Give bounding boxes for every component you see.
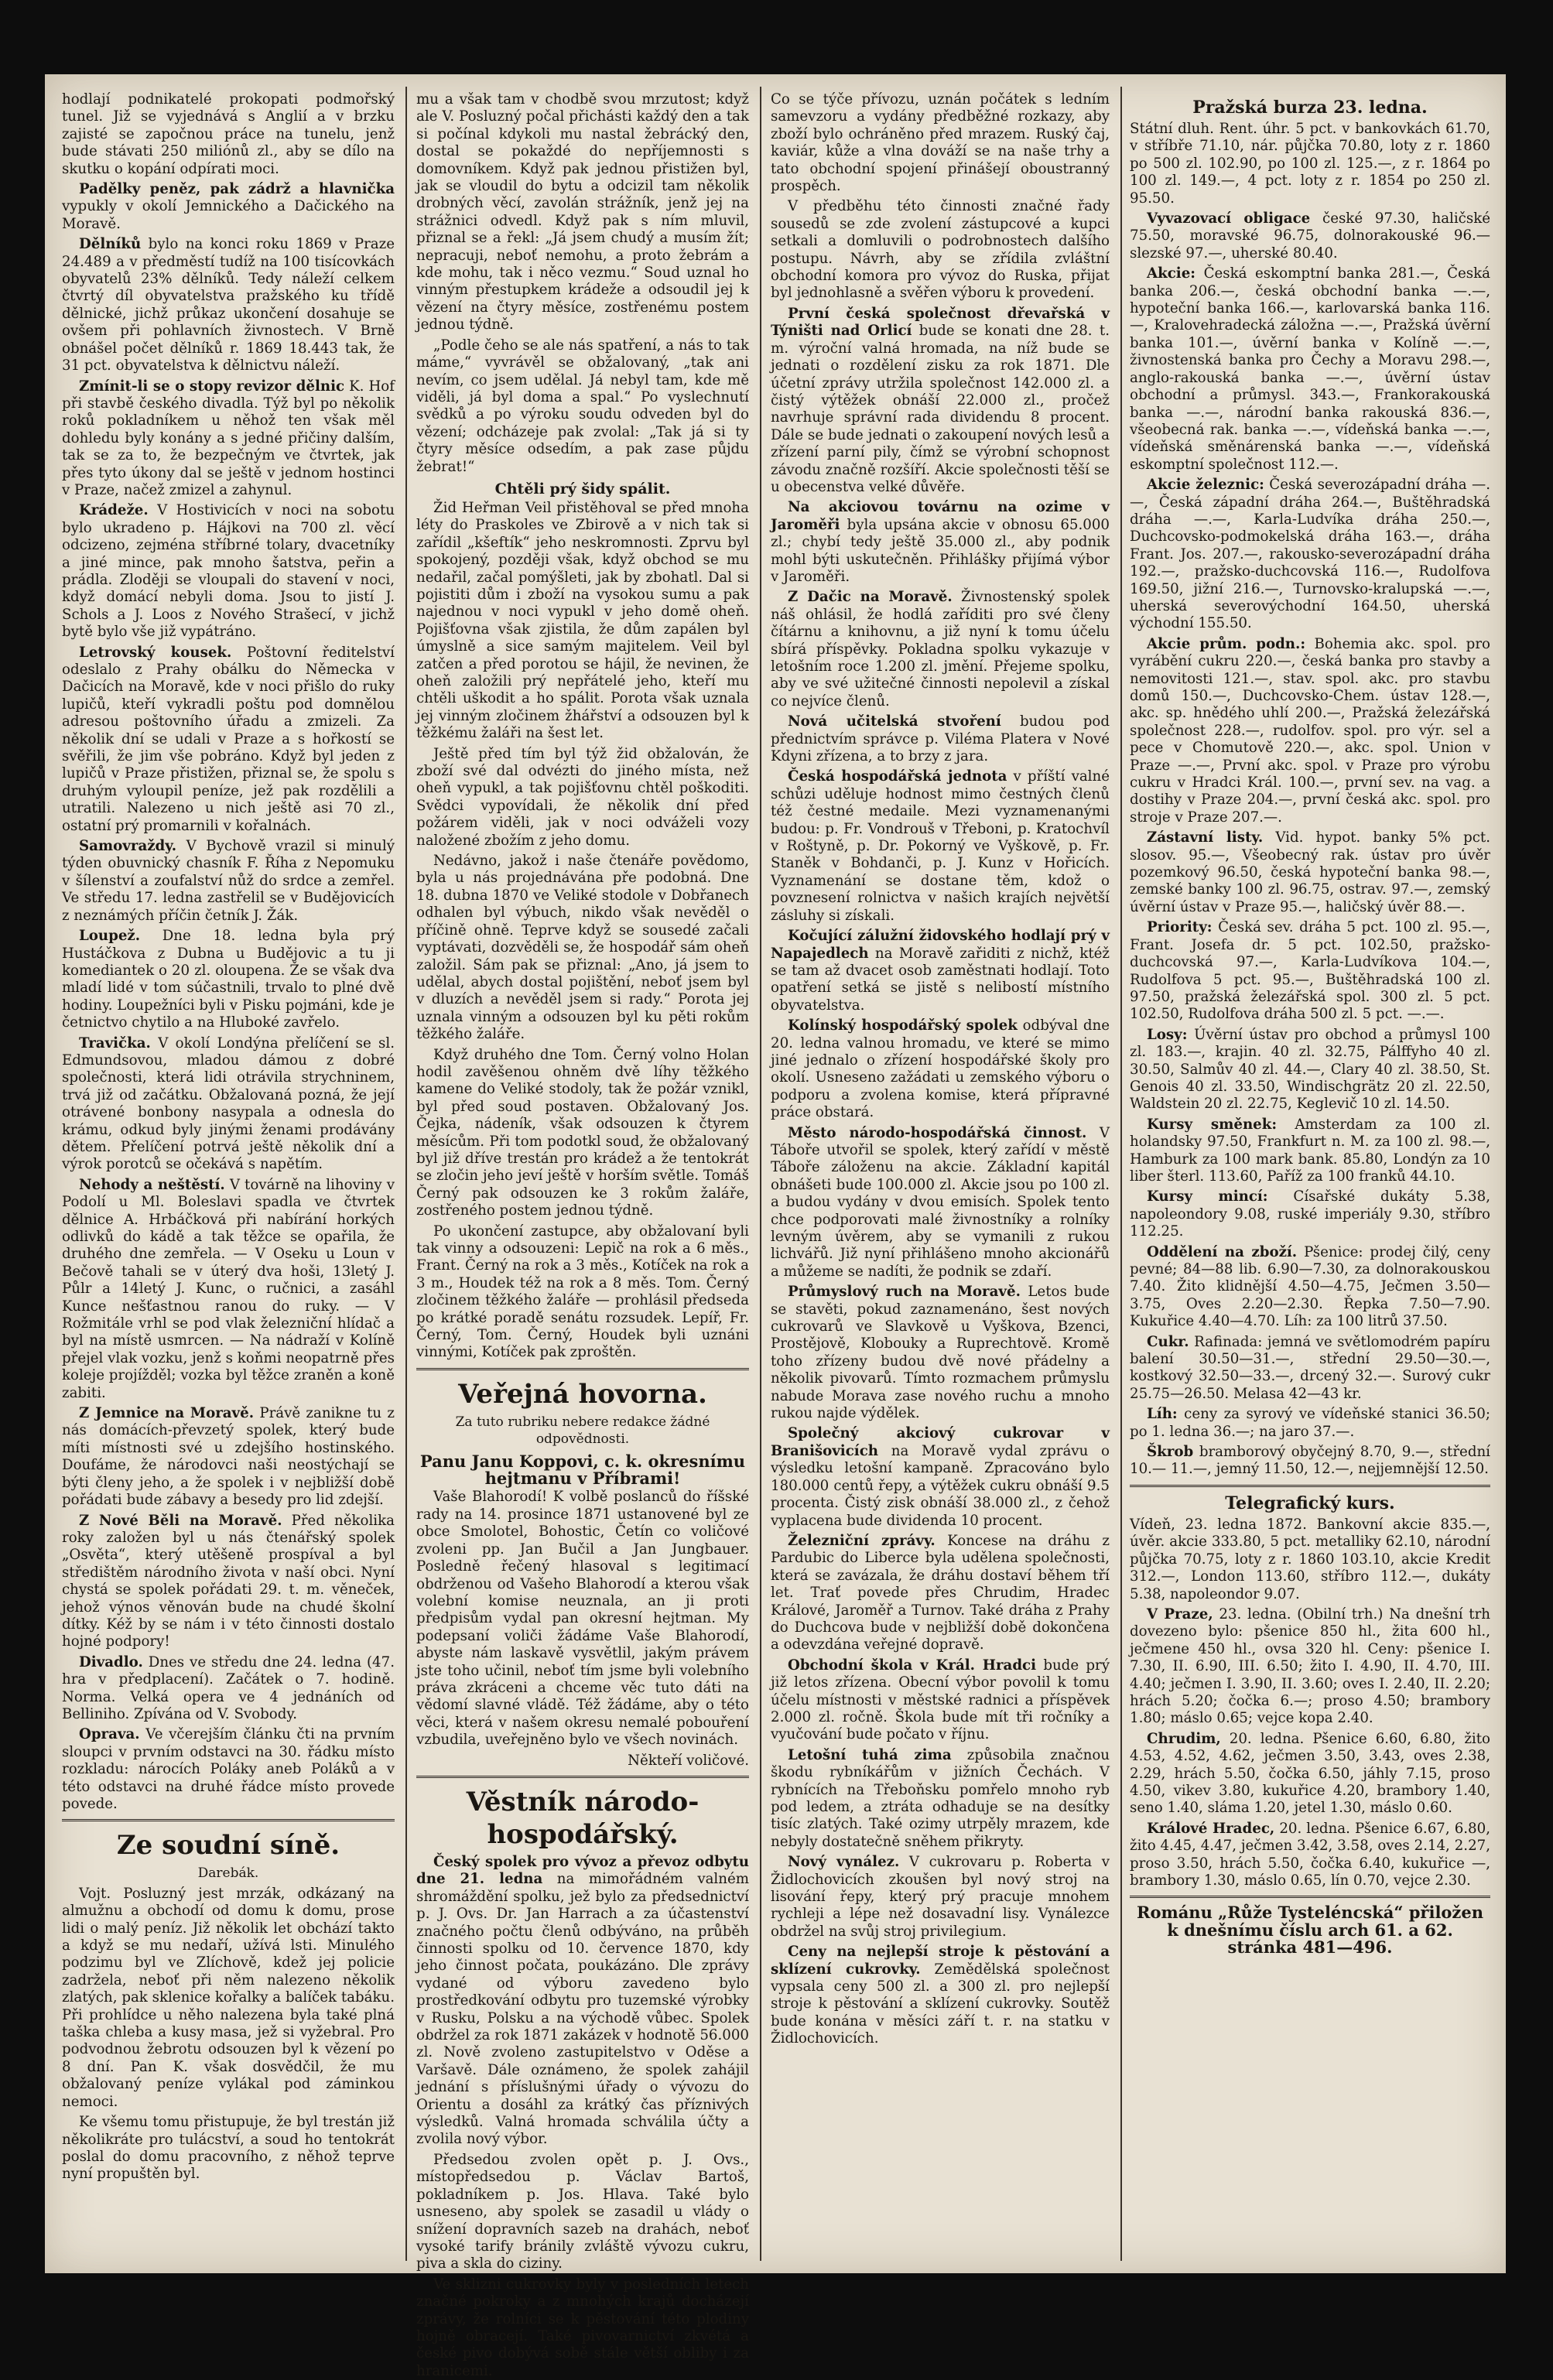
article-text: Co se týče přívozu, uznán počátek s ledním samevzoru a vydány předběžné rozkazy, aby zboží bylo ochráněno před mrazem. Ruský čaj, kaviár, kůže a vlna dováží se na naše trhy a tato obchodní spojení přinášejí oboustranný prospěch. <box>771 91 1110 195</box>
news-item: Kolínský hospodářský spolek odbýval dne 20. ledna valnou hromadu, ve které se mimo jiné jednalo o zřízení hospodářské školy pro okolí. Usneseno zažádati u zemského výboru o podporu a zvolena komise, která přípravné práce obstará. <box>771 1017 1110 1121</box>
market-item: Zástavní listy. Vid. hypot. banky 5% pct. slosov. 95.—, Všeobecný rak. ústav pro úvěr pozemkový 96.50, česká hypoteční banka 98.—, zemské banky 100 zl. 96.75, ostrav. 97.—, zemský úvěrní ústav v Praze 95.—, haličský úvěr 88.—. <box>1130 829 1490 915</box>
market-item: Kursy mincí: Císařské dukáty 5.38, napoleondory 9.08, ruské imperiály 9.30, stříbro 112.25. <box>1130 1188 1490 1240</box>
column-rule <box>1120 87 1122 2261</box>
news-item: Město národo-hospodářská činnost. V Táboře utvořil se spolek, který zařídí v městě Táboře záloženu na akcie. Základní kapitál obnášeti bude 100.000 zl. Akcie jsou po 100 zl. a budou vydány v dvou emisích. Spolek tento chce podporovati malé živnostníky a rolníky levným úvěrem, aby se vymanili z rukou lichvářů. Již nyní přihlášeno mnoho akcionářů a můžeme se nadíti, že podnik se zdaří. <box>771 1124 1110 1280</box>
article-text: Po ukončení zastupce, aby obžalovaní byli tak vinny a odsouzeni: Lepič na rok a 6 měs., Frant. Černý na rok a 3 měs., Kotíček na rok a 3 m., Houdek též na rok a 8 měs. Tom. Černý zločinem těžkého žaláře — prohlásil předseda po krátké poradě senátu rozsudek. Lepíř, Fr. Černý, Tom. Černý, Houdek byli uznáni vinnými, Kotíček pak zproštěn. <box>416 1222 749 1361</box>
news-item: Letrovský kousek. Poštovní ředitelství odeslalo z Prahy obálku do Německa v Dačicích na Moravě, kde v noci přišlo do ruky lupičů, kteří vykradli poštu pod domnělou adresou poštovního úřadu a zmizeli. Za několik dní se udali v Praze a s hořkostí se svěřili, že jim vše pobráno. Když byl jeden z lupičů v Praze přistižen, přiznal se, že spolu s druhým vyloupil peníze, jež pak rozdělili a utratili. Nalezeno u nich ještě asi 70 zl., ostatní prý promarnili v kořalnách. <box>62 644 395 834</box>
news-item: Z Nové Běli na Moravě. Před několika roky založen byl u nás čtenářský spolek „Osvěta“, který utěšeně prospíval a byl středištěm národního života v naší obci. Nyní chystá se spolek pořádati 29. t. m. věneček, jehož výnos věnován bude na chudé školní dítky. Kéž by se nám i v této činnosti dostalo hojné podpory! <box>62 1512 395 1650</box>
section-title: Veřejná hovorna. <box>458 1378 707 1410</box>
news-item: Nový vynález. V cukrovaru p. Roberta v Židlochovicích zkoušen byl nový stroj na lisování řepy, který prý pracuje mnohem rychleji a lépe než dosavadní lisy. Vynálezce obdržel na svůj stroj privilegium. <box>771 1854 1110 1940</box>
market-text: Vídeň, 23. ledna 1872. Bankovní akcie 835.—, úvěr. akcie 333.80, 5 pct. metalliky 62.10, národní půjčka 70.75, loty z r. 1860 103.10, akcie Kredit 312.—, London 113.60, stříbro 112.—, dukáty 5.38, napoleondor 9.07. <box>1130 1516 1490 1602</box>
article-text: Žid Heřman Veil přistěhoval se před mnoha léty do Praskoles ve Zbirově a v nich tak si zařídil „kšeftík“ jeho neskromnosti. Zprvu byl spokojený, později však, když obchod se mu nedařil, začal pomýšleti, jak by zbohatl. Dal si pojistiti dům i zboží na vysokou sumu a pak najednou v noci vypukl v jeho domě oheň. Pojišťovna však zjistila, že dům zapálen byl úmyslně a sice samým majitelem. Veil byl zatčen a před porotou se hájil, že nevinen, že oheň založili prý nepřátelé jeho, kteří mu chtěli uškodit a ho spálit. Porota však uznala jej vinným zločinem žhářství a odsouzen byl k těžkému žaláři na šest let. <box>416 499 749 742</box>
column-rule <box>405 87 407 2261</box>
article-text: Vaše Blahorodí! K volbě poslanců do říšské rady na 14. prosince 1871 ustanovené byl ze obce Smolotel, Bohostic, Četín co voličové zvoleni pp. Jan Bučil a Jan Jungbauer. Posledně řečený hlasoval s legitimací obdrženou od Vašeho Blahorodí a kterou však volební komise neuznala, an ji proti předpisům vydal pan okresní hejtman. My podepsaní voliči žádáme Vaše Blahorodí, abyste nám laskavě vysvětlil, jakým právem jste toho učinil, neboť tím jsme byli volebního práva zkráceni a chceme věc tuto dáti na vědomí slavné vládě. Též žádáme, aby o této věci, která v našem okresu nemalé pobouření vzbudila, uveřejněno bylo ve všech novinách. <box>416 1489 749 1749</box>
article-text: Ve sklizni cukrovky byly v posledních letech značné pokroky a z mnohých krajů docházejí zprávy, že rolníci se k pěstování této plodiny hojně obracejí. Také pivovarnictví zkvétá a české pivo dobývá sobě stále větší obliby i za hranicemi. <box>416 2276 749 2379</box>
article-text: V předběhu této činnosti značné řady sousedů se zde zvolení zástupcové a kupci setkali a domluvili o podrobnostech dalšího postupu. Návrh, aby se zřídila zvláštní obchodní komora pro vývoz do Ruska, přijat byl jednohlasně a svěřen výboru k provedení. <box>771 198 1110 302</box>
market-item: V Praze, 23. ledna. (Obilní trh.) Na dnešní trh dovezeno bylo: pšenice 850 hl., žita 600 hl., ječmene 450 hl., ovsa 320 hl. Ceny: pšenice I. 7.30, II. 6.90, III. 6.50; žito I. 4.90, II. 4.70, III. 4.40; ječmen I. 3.90, II. 3.60; oves I. 2.40, II. 2.20; hrách 5.20; čočka 6.—; proso 4.50; brambory 1.80; máslo 0.65; vejce kopa 2.40. <box>1130 1605 1490 1727</box>
section-divider <box>62 1819 395 1821</box>
article-text: mu a však tam v chodbě svou mrzutost; když ale V. Posluzný počal přichásti každý den a tak si počínal kdykoli mu nastal žebrácký den, dostal se pokaždé do nepříjemnosti s domovníkem. Když pak jednou přistižen byl, jak se vloudil do bytu a odcizil tam několik drobných věcí, zavolán strážník, jenž jej na strážnici odvedl. Když pak s ním mluvil, přiznal se a řekl: „Já jsem chudý a musím žít; nepracuji, neboť nemohu, a proto žebrám a kde mohu, tak i něco vezmu.“ Soud uznal ho vinným přestupkem krádeže a odsoudil jej k vězení na čtyry měsíce, zostřenému postem jednou týdně. <box>416 91 749 333</box>
section-title: Telegrafický kurs. <box>1225 1493 1395 1513</box>
market-item: Akcie prům. podn.: Bohemia akc. spol. pro vyrábění cukru 220.—, česká banka pro stavby a nemovitosti 121.—, stav. spol. akc. pro stavbu domů 150.—, Duchcovsko-Chem. ústav 128.—, akc. sp. hnědého uhlí 200.—, Pražská železářská společnost 228.—, rudolfov. spol. pro výr. sel a pece v Chomutově 220.—, akc. spol. Union v Praze —.—, První akc. spol. v Praze pro výrobu cukru v Hradci Král. 100.—, první sev. na vag. a dostihy v Praze 204.—, první česká akc. spol. pro stroje v Praze 207.—. <box>1130 635 1490 826</box>
market-text: Státní dluh. Rent. úhr. 5 pct. v bankovkách 61.70, v stříbře 71.10, nár. půjčka 70.80, loty z r. 1860 po 500 zl. 102.90, po 100 zl. 125.—, z r. 1864 po 100 zl. 149.—, 4 pct. loty z r. 1854 po 250 zl. 95.50. <box>1130 121 1490 207</box>
article-text: Ještě před tím byl týž žid obžalován, že zboží své dal odvézti do jiného místa, než oheň vypukl, a tak pojišťovnu chtěl poškoditi. Svědci vypovídali, že několik dní před požárem viděli, jak v noci odváželi vozy naložené zbožím z jeho domu. <box>416 745 749 849</box>
column-2 <box>416 91 749 2379</box>
news-item: Samovraždy. V Bychově vrazil si minulý týden obuvnický chasník F. Říha z Nepomuku v šílenství a zoufalství nůž do srdce a zemřel. Ve středu 17. ledna zastřelil se v Budějovicích z neznámých příčin četník J. Žák. <box>62 838 395 924</box>
news-item: Dělníků bylo na konci roku 1869 v Praze 24.489 a v předměstí tudíž na 100 tisícovkách obyvatelů 23% dělníků. Tedy náleží celkem čtvrtý díl obyvatelstva pražského ku třídě dělnické, jichž průkaz ukončení dosahuje se ovšem při pohlavních živnostech. V Brně obnášel počet dělníků r. 1869 18.443 tak, že 31 pct. obyvatelstva k dělnictvu náleží. <box>62 236 395 374</box>
column-rule <box>760 87 761 2261</box>
market-item: Cukr. Rafinada: jemná ve světlomodrém papíru balení 30.50—31.—, střední 29.50—30.—, kostkový 32.50—33.—, drcený 32.—. Surový cukr 25.75—26.50. Melasa 42—43 kr. <box>1130 1333 1490 1402</box>
news-item: Loupež. Dne 18. ledna byla prý Hustáčkova z Dubna u Budějovic a tu ji komediantek o 20 zl. oloupena. Že se však dva mladí lidé v tom súčastnili, trvalo to plné dvě hodiny. Loupežníci byli v Pisku pojmáni, kde je četnictvo chytilo a na Hluboké zavřelo. <box>62 928 395 1031</box>
market-item: Losy: Úvěrní ústav pro obchod a průmysl 100 zl. 183.—, krajin. 40 zl. 32.75, Pálffyho 40 zl. 30.50, Salmův 40 zl. 44.—, Clary 40 zl. 38.50, St. Genois 40 zl. 33.50, Windischgrätz 20 zl. 22.50, Waldstein 20 zl. 22.75, Keglevič 10 zl. 14.50. <box>1130 1026 1490 1113</box>
section-title: Ze soudní síně. <box>116 1830 340 1862</box>
section-title: Věstník národo-hospodářský. <box>466 1786 700 1850</box>
article-text: hodlají podnikatelé prokopati podmořský tunel. Již se vyjednává s Anglií a v brzku zajisté se započnou práce na tunelu, jenž bude stávati 250 miliónů zl., aby se dílo na skutku o kopání odpírati moci. <box>62 91 395 177</box>
section-divider <box>1130 1896 1490 1898</box>
news-item: Obchodní škola v Král. Hradci bude prý již letos zřízena. Obecní výbor povolil k tomu účelu místnosti v městské radnici a příspěvek 2.000 zl. ročně. Škola bude mít tři ročníky a vyučování bude počato v říjnu. <box>771 1657 1110 1743</box>
news-item: Kočující zálužní židovského hodlají prý v Napajedlech na Moravě zařiditi z nichž, ktéž se tam až dvacet osob zaměstnati hodlají. Toto opatření setká se jistě s nelibostí místního obyvatelstva. <box>771 928 1110 1014</box>
letter-heading: Panu Janu Koppovi, c. k. okresnímu hejtmanu v Příbrami! <box>419 1451 746 1489</box>
newspaper-page <box>45 74 1506 2379</box>
article-text: Ke všemu tomu přistupuje, že byl trestán již několikráte pro tulácství, a soud ho tentokrát poslal do domu pracovního, z něhož teprve nyní propuštěn byl. <box>62 2114 395 2183</box>
section-divider <box>416 1368 749 1370</box>
news-item: Divadlo. Dnes ve středu dne 24. ledna (47. hra v předplacení). Začátek o 7. hodině. Norma. Velká opera ve 4 jednáních od Belliniho. Zpívána od V. Svobody. <box>62 1653 395 1722</box>
news-item: Krádeže. V Hostivicích v noci na sobotu bylo ukradeno p. Hájkovi na 700 zl. věcí odcizeno, zejména stříbrné tolary, dvacetníky a jiné mince, pak mnoho šatstva, peřin a prádla. Zloději se vloupali do stavení v noci, když domácí nebyli doma. Jsou to jistí J. Schols a J. Loos z Nového Strašecí, v jichž bytě bylo vše již vypátráno. <box>62 502 395 641</box>
section-subtitle: Darebák. <box>197 1865 259 1882</box>
market-item: Líh: ceny za syrový ve vídeňské stanici 36.50; po 1. ledna 36.—; na jaro 37.—. <box>1130 1406 1490 1440</box>
news-item: První česká společnost dřevařská v Týništi nad Orlicí bude se konati dne 28. t. m. výroční valná hromada, na níž bude se jednati o rozdělení zisku za rok 1871. Dle účetní zprávy utržila společnost 142.000 zl. a čistý výtěžek obnáší 22.000 zl., pročež navrhuje správní rada dividendu 8 procent. Dále se bude jednati o zakoupení nových lesů a zřízení parní pily, čímž se výrobní schopnost závodu značně rozšíří. Akcie společnosti těší se u obecenstva velké důvěře. <box>771 305 1110 495</box>
news-item: Z Jemnice na Moravě. Právě zanikne tu z nás domácích-převzetý spolek, který bude míti místnosti své u zdejšího hostinského. Doufáme, že národovci naši neostýchají se býti členy jeho, a že spolek i v nejbližší době pořádati bude zábavy a besedy pro lid zdejší. <box>62 1405 395 1509</box>
news-item: Společný akciový cukrovar v Branišovicích na Moravě vydal zprávu o výsledku letošní kampaně. Zpracováno bylo 180.000 centů řepy, a výtěžek cukru obnáší 9.5 procenta. Čistý zisk obnáší 38.000 zl., z čehož vyplacena bude dividenda 10 procent. <box>771 1425 1110 1529</box>
section-divider <box>416 1776 749 1778</box>
news-item: Česká hospodářská jednota v příští valné schůzi uděluje hodnost mimo čestných členů též čestné medaile. Mezi vyznamenanými budou: p. Fr. Vondrouš v Třeboni, p. Kratochvíl v Roštyně, p. Dr. Pokorný ve Vyškově, p. Fr. Staněk v Bohdanči, p. J. Kunz v Hořicích. Vyznamenání se dostane těm, kdož o povznesení rolnictva v našich krajích největší zásluhy si získali. <box>771 768 1110 924</box>
news-item: Na akciovou továrnu na ozime v Jaroměři byla upsána akcie v obnosu 65.000 zl.; chybí tedy ještě 35.000 zl., aby podnik mohl býti uskutečněn. Přihlášky přijímá výbor v Jaroměři. <box>771 499 1110 585</box>
market-item: Škrob bramborový obyčejný 8.70, 9.—, střední 10.— 11.—, jemný 11.50, 12.—, nejjemnější 12.50. <box>1130 1444 1490 1478</box>
news-item: Padělky peněz, pak zádrž a hlavnička vypukly v okolí Jemnického a Dačického na Moravě. <box>62 181 395 232</box>
news-item: Travička. V okolí Londýna přelíčení se sl. Edmundsovou, mladou dámou z dobré společnosti, která lidi otrávila strychninem, trvá již od začátku. Obžalovaná pozná, že její otrávené bonbony nasypala a odnesla do krámu, odkud byly jinými ženami prodávány dětem. Přelíčení potrvá ještě několik dní a výrok porotců se očekává s napětím. <box>62 1034 395 1173</box>
section-subtitle: Za tuto rubriku nebere redakce žádné odpovědnosti. <box>455 1414 710 1448</box>
column-4 <box>1130 91 1490 2258</box>
market-item: Priority: Česká sev. dráha 5 pct. 100 zl. 95.—, Frant. Josefa dr. 5 pct. 102.50, pražsko-duchcovská 97.—, Karla-Ludvíkova 104.—, Rudolfova 5 pct. 95.—, Buštěhradská 100 zl. 97.50, pražská železářská spol. 300 zl. 5 pct. 102.50, Rudolfova dráha 500 zl. 5 pct. —.—. <box>1130 919 1490 1023</box>
news-item: Zmínit-li se o stopy revizor dělnic K. Hof při stavbě českého divadla. Týž byl po několik roků pokladníkem u něhož ten však měl dohledu byly konány a s jedné přičiny dalším, tak se za to, že bezpečným ve čtvrtek, jak přes tyto úkony dal se ještě v jednom hostinci v Praze, načež zmizel a zahynul. <box>62 378 395 498</box>
market-item: Kursy směnek: Amsterdam za 100 zl. holandsky 97.50, Frankfurt n. M. za 100 zl. 98.—, Hamburk za 100 mark bank. 85.80, Londýn za 10 liber šterl. 113.60, Paříž za 100 franků 44.10. <box>1130 1116 1490 1185</box>
news-item: Český spolek pro vývoz a převoz odbytu dne 21. ledna na mimořádném valném shromáždění spolku, jež bylo za předsednictví p. J. Ovs. Dr. Jan Harrach a za účastenství značného počtu členů odbýváno, na průběh činnosti spolku od 10. července 1870, kdy jeho činnost počata, poukázáno. Dle zprávy vydané od výboru zavedeno bylo prostředkování odbytu pro tuzemské výrobky v Rusku, Polsku a na východě vůbec. Spolek obdržel za rok 1871 zakázek v hodnotě 56.000 zl. Nově zvoleno zastupitelstvo v Oděse a Varšavě. Dále oznámeno, že spolek zahájil jednání s příslušnými úřady o vývozu do Orientu a dosáhl za krátký čas příznivých výsledků. Valná hromada schválila účty a zvolila nový výbor. <box>416 1853 749 2148</box>
news-item: Průmyslový ruch na Moravě. Letos bude se stavěti, pokud zaznamenáno, šest nových cukrovarů ve Slavkově u Vyškova, Bzenci, Prostějově, Klobouky a Ruprechtově. Kromě toho zřízeny budou dvě nové přádelny a několik pivovarů. Tímto rozmachem průmyslu nabude Morava zase nového ruchu a mnoho rukou najde výdělek. <box>771 1284 1110 1422</box>
news-item: Železniční zprávy. Koncese na dráhu z Pardubic do Liberce byla udělena společnosti, která se zavázala, že dráhu dostaví během tří let. Trať povede přes Chrudim, Hradec Králové, Jaroměř a Turnov. Také dráha z Prahy do Duchcova bude v nejbližší době dokončena a odevzdána veřejné dopravě. <box>771 1532 1110 1653</box>
news-item: Nehody a neštěstí. V továrně na lihoviny v Podolí u Ml. Boleslavi spadla ve čtvrtek dělnice A. Hrbáčková při nabírání horkých odlivků do kádě a tak těžce se opařila, že druhého dne zemřela. — V Oseku u Loun v Bečově tahali se v úterý dva hoši, 13letý J. Půlr a 14letý J. Kunc, o ručnici, a zasáhl Kunce nešťastnou ranou do ruky. — V Rožmitále vrhl se pod vlak železniční hlídač a byl na místě usmrcen. — Na nádraží v Kolíně přejel vlak vozku, jenž s koňmi neopatrně přes koleje projížděl; vozka byl těžce zraněn a koně zabiti. <box>62 1176 395 1401</box>
article-text: Nedávno, jakož i naše čtenáře povědomo, byla u nás projednávána pře podobná. Dne 18. dubna 1870 ve Veliké stodole v Dobřanech odhalen byl výbuch, nikdo však nevěděl o příčině ohně. Teprve když se sousedé začali vyptávati, dozvěděli se, že hospodář sám oheň založil. Sám pak se přiznal: „Ano, já jsem to udělal, abych dostal pojištění, neboť jsem byl v dluzích a nevěděl jsem si rady.“ Porota jej uznala vinným a odsouzen byl ku pěti rokům těžkého žaláře. <box>416 853 749 1043</box>
signature: Někteří voličové. <box>628 1752 749 1769</box>
market-item: Oddělení na zboží. Pšenice: prodej čilý, ceny pevné; 84—88 lib. 6.90—7.30, za dolnorakouskou 7.40. Žito klidnější 4.50—4.75, Ječmen 3.50—3.75, Oves 2.20—2.30. Řepka 7.50—7.90. Kukuřice 4.40—4.70. Líh: za 100 litrů 37.50. <box>1130 1243 1490 1330</box>
market-item: Králové Hradec, 20. ledna. Pšenice 6.67, 6.80, žito 4.45, 4.47, ječmen 3.42, 3.58, oves 2.14, 2.27, proso 3.50, hrách 5.50, čočka 6.40, kukuřice —, brambory 1.30, máslo 0.65, lín 0.70, vejce 2.30. <box>1130 1820 1490 1889</box>
article-title: Chtěli prý šidy spálit. <box>494 480 671 498</box>
section-divider <box>1130 1485 1490 1487</box>
news-item: Z Dačic na Moravě. Živnostenský spolek náš ohlásil, že hodlá zaříditi pro své členy čítárnu a knihovnu, a již nyní k tomu účelu sbírá příspěvky. Pokladna spolku vykazuje v letošním roce 1.200 zl. jmění. Přejeme spolku, aby ve své užitečné činnosti nepolevil a získal co nejvíce členů. <box>771 589 1110 710</box>
article-text: Když druhého dne Tom. Černý volno Holan hodil zavěšenou ohněm dvě líhy těžkého kamene do Veliké stodoly, tak že požár vznikl, byl před soud postaven. Obžalovaný Jos. Čejka, nádeník, však odsouzen k čtyrem měsícům. Při tom podotkl soud, že obžalovaný byl již dříve trestán pro krádež a že tentokrát se zločin jeho jeví ještě v horším světle. Tomáš Černý pak odsouzen ke 3 rokům žaláře, zostřeného postem jednou týdně. <box>416 1046 749 1219</box>
column-1 <box>62 91 395 2258</box>
news-item: Ceny na nejlepší stroje k pěstování a sklízení cukrovky. Zemědělská společnost vypsala ceny 500 zl. a 300 zl. pro nejlepší stroje k pěstování a sklízení cukrovky. Soutěž bude konána v měsíci září t. r. na statku v Židlochovicích. <box>771 1944 1110 2047</box>
news-item: Oprava. Ve včerejším článku čti na prvním sloupci v prvním odstavci na 30. řádku místo rozkladu: nárocích Poláky aneb Poláků a v této odstavci na druhé řádce místo provede povede. <box>62 1726 395 1812</box>
column-3 <box>771 91 1110 2258</box>
article-text: „Podle čeho se ale nás spatření, a nás to tak máme,“ vyvrávěl se obžalovaný, „tak ani nevím, co jsem udělal. Já nebyl tam, kde mě viděli, já byl doma a spal.“ Po vyslechnutí svědků a po výroku soudu odveden byl do vězení; odcházeje pak zvolal: „Tak já si ty čtyry měsíce odsedím, a pak zase půjdu žebrat!“ <box>416 337 749 475</box>
market-item: Vyvazovací obligace české 97.30, haličské 75.50, moravské 96.75, dolnorakouské 96.— slezské 97.—, uherské 80.40. <box>1130 210 1490 262</box>
article-text: Předsedou zvolen opět p. J. Ovs., místopředsedou p. Václav Bartoš, pokladníkem p. Jos. Hlava. Také bylo usneseno, aby spolek se zasadil u vlády o snížení dopravních sazeb na drahách, neboť vysoké tarify bránily zvláště vývozu cukru, piva a skla do ciziny. <box>416 2151 749 2272</box>
market-item: Akcie železnic: Česká severozápadní dráha —.—, Česká západní dráha 264.—, Buštěhradská dráha —.—, Karla-Ludvíka dráha 250.—, Duchcovsko-podmokelská dráha 163.—, dráha Frant. Jos. 207.—, rakousko-severozápadní dráha 192.—, pražsko-duchcovská 116.—, Rudolfova 169.50, jižní 216.—, Turnovsko-kralupská —.—, uherská severovýchodní 164.50, uherská východní 155.50. <box>1130 477 1490 632</box>
news-item: Nová učitelská stvoření budou pod přednictvím správce p. Viléma Platera v Nové Kdyni zřízena, a to brzy z jara. <box>771 713 1110 765</box>
market-item: Chrudim, 20. ledna. Pšenice 6.60, 6.80, žito 4.53, 4.52, 4.62, ječmen 3.50, 3.43, oves 2.38, 2.29, hrách 5.50, čočka 6.50, jáhly 7.15, proso 4.50, vikev 3.80, kukuřice 4.20, brambory 1.40, seno 1.40, sláma 1.20, jetel 1.30, máslo 0.60. <box>1130 1730 1490 1817</box>
news-item: Letošní tuhá zima způsobila značnou škodu rybníkářům v jižních Čechách. V rybnících na Třeboňsku pomřelo mnoho ryb pod ledem, a ztráta odhaduje se na desítky tisíc zlatých. Také ozimy utrpěly mrazem, kde nebyly dostatečně sněhem přikryty. <box>771 1746 1110 1850</box>
market-item: Akcie: Česká eskomptní banka 281.—, Česká banka 206.—, česká obchodní banka —.—, hypoteční banka 166.—, karlovarská banka 116.—, Kralovehradecká záložna —.—, Pražská úvěrní banka 101.—, úvěrní banka v Kolíně —.—, živnostenská banka pro Čechy a Moravu 298.—, anglo-rakouská banka —.—, úvěrní ústav obchodní a průmysl. 343.—, Frankorakouská banka —.—, národní banka rakouská 836.—, všeobecná rak. banka —.—, vídeňská banka —.—, vídeňská směnárenská banka —.—, vídeňská eskomptní společnost 112.—. <box>1130 265 1490 473</box>
section-title: Pražská burza 23. ledna. <box>1192 97 1428 118</box>
supplement-notice: Románu „Růže Tysteléncská“ přiložen k dnešnímu číslu arch 61. a 62. stránka 481—496. <box>1137 1903 1483 1958</box>
article-text: Vojt. Posluzný jest mrzák, odkázaný na almužnu a obchodí od domu k domu, prose lidi o malý peníz. Již několik let obchází takto a když se mu nedaří, užívá lsti. Minulého podzimu byl ve Zlíchově, kdež jej policie zadržela, neboť při něm nalezeno několik zlatých, pak sklenice kořalky a balíček tabáku. Při prohlídce u něho nalezena byla také plná taška chleba a kusy masa, jež si vyžebral. Pro podvodnou žebrotu odsouzen byl k vězení po 8 dní. Pan K. však dosvědčil, že mu obžalovaný peníze vylákal pod záminkou nemoci. <box>62 1885 395 2110</box>
